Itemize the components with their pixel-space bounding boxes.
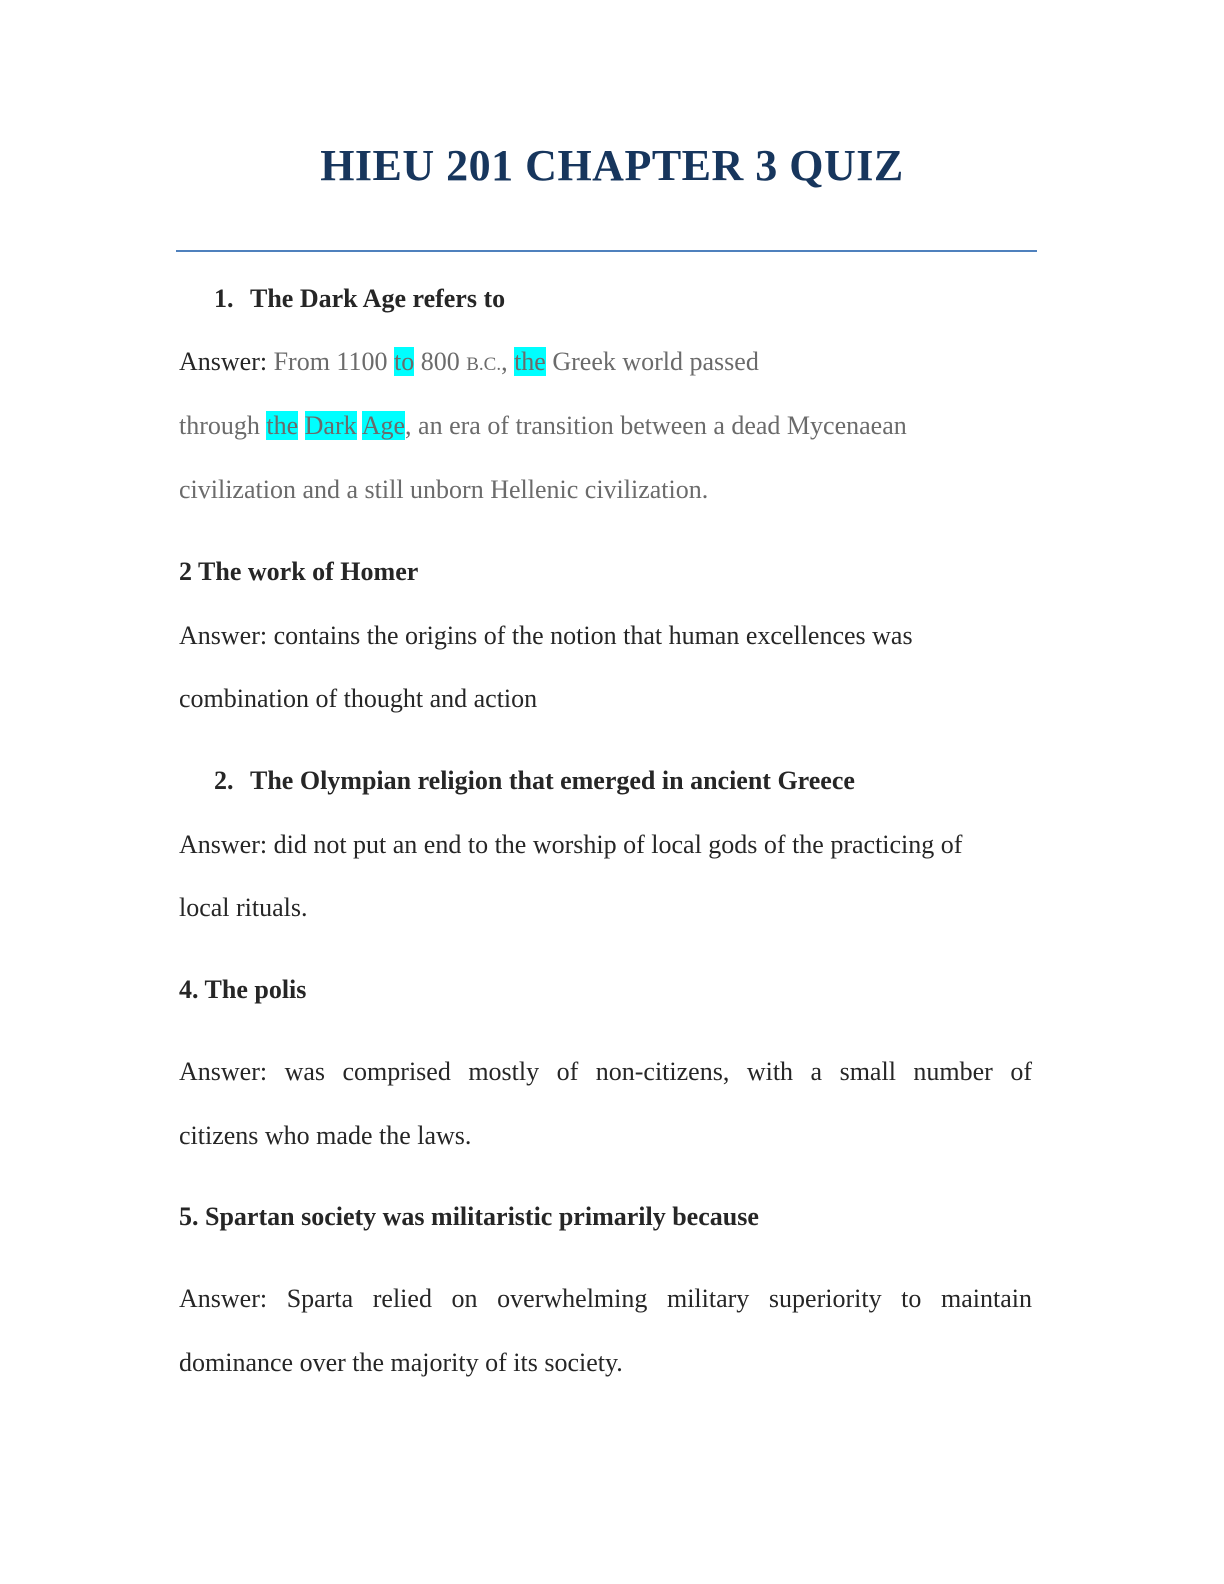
highlight: the	[266, 411, 299, 440]
highlight: the	[514, 347, 546, 376]
highlight: Dark	[304, 411, 357, 440]
question-text: The Dark Age refers to	[250, 284, 506, 313]
question-olympian	[214, 766, 855, 796]
answer-4-line-1: Answer: was comprised mostly of non-citizens, with a small number of	[179, 1057, 1032, 1086]
question-1	[214, 284, 505, 314]
question-number: 2.	[214, 766, 234, 795]
question-number: 1.	[214, 284, 234, 313]
answer-5-line-1: Answer: Sparta relied on overwhelming military superiority to maintain	[179, 1284, 1032, 1313]
question-2-homer: 2 The work of Homer	[179, 557, 419, 586]
answer-1-line-1	[179, 347, 759, 377]
answer-text: From 1100 to 800 B.C., the Greek world passed	[273, 347, 759, 376]
highlight: to	[393, 347, 415, 376]
answer-1-line-3: civilization and a still unborn Hellenic civilization.	[179, 475, 709, 504]
answer-olympian-line-2: local rituals.	[179, 893, 308, 922]
answer-5-line-2: dominance over the majority of its society.	[179, 1348, 623, 1377]
question-5: 5. Spartan society was militaristic primarily because	[179, 1202, 759, 1231]
bc-abbrev: B.C.	[466, 354, 502, 375]
highlight: Age	[361, 411, 406, 440]
question-4: 4. The polis	[179, 975, 307, 1004]
question-text: The Olympian religion that emerged in ancient Greece	[250, 766, 855, 795]
answer-4-line-2: citizens who made the laws.	[179, 1121, 472, 1150]
answer-1-line-2: through the Dark Age, an era of transition between a dead Mycenaean	[179, 411, 907, 440]
document-title: HIEU 201 CHAPTER 3 QUIZ	[320, 141, 904, 190]
title-divider	[176, 250, 1037, 252]
answer-2-line-2: combination of thought and action	[179, 684, 538, 713]
answer-olympian-line-1: Answer: did not put an end to the worship of local gods of the practicing of	[179, 830, 963, 859]
answer-label: Answer:	[179, 347, 268, 376]
answer-2-line-1: Answer: contains the origins of the notion that human excellences was	[179, 621, 913, 650]
